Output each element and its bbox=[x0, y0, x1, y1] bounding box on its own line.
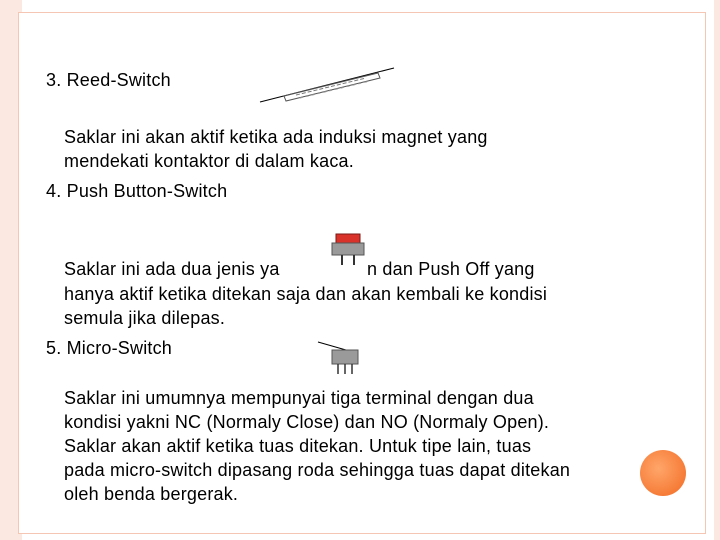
right-border-strip bbox=[714, 0, 720, 540]
push-text-line-3: semula jika dilepas. bbox=[64, 308, 226, 328]
reed-text-line-1: Saklar ini akan aktif ketika ada induksi magnet yang bbox=[64, 127, 488, 147]
push-text-line-2: hanya aktif ketika ditekan saja dan akan kembali ke kondisi bbox=[64, 284, 548, 304]
heading-push-button-switch: 4. Push Button-Switch bbox=[46, 181, 228, 201]
micro-text-line-4: pada micro-switch dipasang roda sehingga tuas dapat ditekan bbox=[64, 460, 571, 480]
micro-switch-icon bbox=[316, 338, 362, 376]
micro-text-line-3: Saklar akan aktif ketika tuas ditekan. Untuk tipe lain, tuas bbox=[64, 436, 532, 456]
push-text-line-1b: n dan Push Off yang bbox=[367, 259, 535, 279]
micro-text-line-5: oleh benda bergerak. bbox=[64, 484, 239, 504]
reed-text-line-2: mendekati kontaktor di dalam kaca. bbox=[64, 151, 354, 171]
micro-text-line-1: Saklar ini umumnya mempunyai tiga terminal dengan dua bbox=[64, 388, 534, 408]
push-text-line-1a: Saklar ini ada dua jenis ya bbox=[64, 259, 280, 279]
heading-micro-switch: 5. Micro-Switch bbox=[46, 338, 173, 358]
push-button-icon bbox=[330, 232, 366, 266]
reed-switch-icon bbox=[256, 64, 398, 106]
decorative-orange-circle bbox=[640, 450, 686, 496]
micro-text-line-2: kondisi yakni NC (Normaly Close) dan NO (Normaly Open). bbox=[64, 412, 550, 432]
heading-reed-switch: 3. Reed-Switch bbox=[46, 70, 171, 90]
